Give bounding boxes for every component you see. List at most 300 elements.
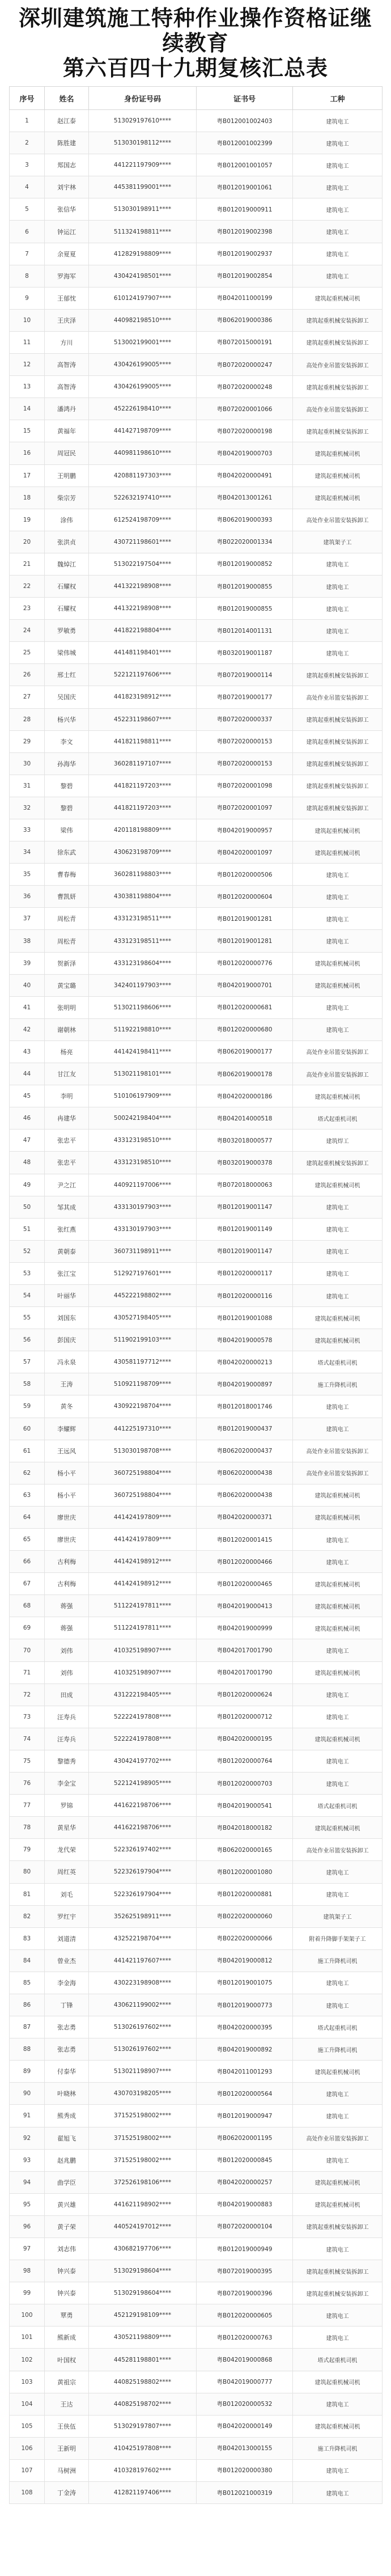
table-row xyxy=(10,2193,382,2215)
cell-work-type: 建筑电工 xyxy=(293,1551,382,1573)
table-row xyxy=(10,2437,382,2459)
cell-no: 102 xyxy=(10,2349,45,2371)
cell-work-type: 建筑起重机械司机 xyxy=(293,2415,382,2437)
cell-cert-number: 粤B012019000855 xyxy=(197,575,293,597)
cell-cert-number: 粤B062019000386 xyxy=(197,309,293,331)
cell-name: 叶丽华 xyxy=(45,1284,89,1306)
cell-no: 85 xyxy=(10,1972,45,1994)
table-row xyxy=(10,2304,382,2327)
cell-no: 71 xyxy=(10,1661,45,1684)
cell-no: 94 xyxy=(10,2171,45,2193)
cell-no: 16 xyxy=(10,442,45,464)
cell-name: 王明鹏 xyxy=(45,464,89,487)
cell-work-type: 建筑起重机械司机 xyxy=(293,1329,382,1351)
header-type: 工种 xyxy=(293,87,382,110)
cell-no: 20 xyxy=(10,531,45,553)
table-row xyxy=(10,2371,382,2393)
cell-id-number: 430581197712**** xyxy=(89,1351,197,1373)
table-row xyxy=(10,1573,382,1595)
cell-work-type: 建筑电工 xyxy=(293,1018,382,1040)
cell-cert-number: 粤B042013001261 xyxy=(197,487,293,509)
cell-id-number: 513029198604**** xyxy=(89,2260,197,2282)
table-row xyxy=(10,841,382,864)
table-row xyxy=(10,1440,382,1462)
cell-cert-number: 粤B012019000437 xyxy=(197,1418,293,1440)
cell-name: 石耀权 xyxy=(45,598,89,620)
cell-id-number: 522121197606**** xyxy=(89,664,197,686)
cell-no: 4 xyxy=(10,176,45,198)
cell-no: 72 xyxy=(10,1684,45,1706)
table-row xyxy=(10,2149,382,2171)
cell-work-type: 高处作业吊篮安装拆卸工 xyxy=(293,1040,382,1063)
cell-cert-number: 粤B022020001334 xyxy=(197,531,293,553)
cell-no: 86 xyxy=(10,1994,45,2016)
cell-work-type: 建筑电工 xyxy=(293,2083,382,2105)
cell-name: 孙海华 xyxy=(45,752,89,775)
cell-id-number: 452129198109**** xyxy=(89,2304,197,2327)
cell-no: 53 xyxy=(10,1262,45,1284)
cell-work-type: 建筑电工 xyxy=(293,265,382,287)
cell-id-number: 510106197909**** xyxy=(89,1085,197,1107)
cell-name: 方川 xyxy=(45,331,89,353)
cell-work-type: 建筑电工 xyxy=(293,1750,382,1772)
table-row xyxy=(10,1418,382,1440)
cell-name: 贺新泽 xyxy=(45,952,89,974)
cell-id-number: 420881197303**** xyxy=(89,464,197,487)
table-row xyxy=(10,2215,382,2237)
cell-no: 6 xyxy=(10,221,45,243)
cell-id-number: 610124197907**** xyxy=(89,287,197,309)
cell-work-type: 建筑电工 xyxy=(293,154,382,176)
cell-cert-number: 粤B012019002854 xyxy=(197,265,293,287)
table-row xyxy=(10,1018,382,1040)
cell-name: 梁伟 xyxy=(45,819,89,841)
cell-id-number: 430521198809**** xyxy=(89,2327,197,2349)
table-row xyxy=(10,908,382,930)
table-row xyxy=(10,1529,382,1551)
table-row xyxy=(10,2083,382,2105)
table-row xyxy=(10,2327,382,2349)
cell-name: 古利梅 xyxy=(45,1551,89,1573)
cell-work-type: 建筑起重机械司机 xyxy=(293,2061,382,2083)
cell-name: 梁伟城 xyxy=(45,642,89,664)
cell-cert-number: 粤B012018001746 xyxy=(197,1395,293,1418)
cell-work-type: 建筑起重机械司机 xyxy=(293,952,382,974)
table-row xyxy=(10,730,382,752)
cell-name: 魏焯江 xyxy=(45,553,89,575)
cell-cert-number: 粤B062020000437 xyxy=(197,1440,293,1462)
cell-id-number: 412821197406**** xyxy=(89,2482,197,2504)
cell-no: 77 xyxy=(10,1795,45,1817)
cell-work-type: 建筑起重机械安装拆卸工 xyxy=(293,309,382,331)
cell-no: 66 xyxy=(10,1551,45,1573)
cell-name: 蒋强 xyxy=(45,1595,89,1617)
cell-id-number: 441322198908**** xyxy=(89,575,197,597)
cell-name: 李耀辉 xyxy=(45,1418,89,1440)
cell-name: 熊新成 xyxy=(45,2327,89,2349)
table-row xyxy=(10,2415,382,2437)
cell-no: 78 xyxy=(10,1817,45,1839)
cell-cert-number: 粤B012019002398 xyxy=(197,221,293,243)
cell-cert-number: 粤B042019000541 xyxy=(197,1795,293,1817)
cell-name: 丁锋 xyxy=(45,1994,89,2016)
table-row xyxy=(10,1196,382,1218)
cell-work-type: 建筑电工 xyxy=(293,2238,382,2260)
cell-name: 邢士红 xyxy=(45,664,89,686)
cell-work-type: 建筑起重机械司机 xyxy=(293,1573,382,1595)
cell-no: 5 xyxy=(10,198,45,221)
cell-name: 黄福年 xyxy=(45,420,89,442)
cell-cert-number: 粤B042020000371 xyxy=(197,1506,293,1528)
cell-cert-number: 粤B012020000703 xyxy=(197,1773,293,1795)
cell-no: 92 xyxy=(10,2127,45,2149)
cell-id-number: 513029198604**** xyxy=(89,2282,197,2304)
cell-work-type: 建筑起重机械司机 xyxy=(293,974,382,996)
table-row xyxy=(10,2016,382,2038)
cell-name: 马树洲 xyxy=(45,2459,89,2481)
cell-no: 79 xyxy=(10,1839,45,1861)
cell-work-type: 建筑起重机械安装拆卸工 xyxy=(293,2215,382,2237)
cell-cert-number: 粤B062019000177 xyxy=(197,1040,293,1063)
cell-work-type: 施工升降机司机 xyxy=(293,1373,382,1395)
cell-no: 43 xyxy=(10,1040,45,1063)
cell-no: 68 xyxy=(10,1595,45,1617)
cell-work-type: 建筑电工 xyxy=(293,575,382,597)
cell-work-type: 建筑起重机械司机 xyxy=(293,2371,382,2393)
table-row xyxy=(10,487,382,509)
cell-no: 58 xyxy=(10,1373,45,1395)
cell-no: 62 xyxy=(10,1462,45,1484)
table-row xyxy=(10,1883,382,1905)
cell-work-type: 建筑起重机械司机 xyxy=(293,2171,382,2193)
cell-work-type: 高处作业吊篮安装拆卸工 xyxy=(293,509,382,531)
cell-no: 56 xyxy=(10,1329,45,1351)
cell-cert-number: 粤B072015000191 xyxy=(197,331,293,353)
cell-work-type: 建筑电工 xyxy=(293,1861,382,1883)
cell-cert-number: 粤B072020000248 xyxy=(197,376,293,398)
cell-id-number: 513002199001**** xyxy=(89,331,197,353)
cell-no: 24 xyxy=(10,620,45,642)
cell-id-number: 352625198911**** xyxy=(89,1905,197,1927)
table-row xyxy=(10,1284,382,1306)
cell-id-number: 440921197006**** xyxy=(89,1174,197,1196)
cell-name: 丁金涛 xyxy=(45,2482,89,2504)
cell-cert-number: 粤B042020000186 xyxy=(197,1085,293,1107)
cell-cert-number: 粤B042019000897 xyxy=(197,1373,293,1395)
table-row xyxy=(10,154,382,176)
cell-cert-number: 粤B012020000845 xyxy=(197,2149,293,2171)
cell-id-number: 371525198002**** xyxy=(89,2149,197,2171)
cell-cert-number: 粤B012001002399 xyxy=(197,132,293,154)
cell-cert-number: 粤B072020000198 xyxy=(197,420,293,442)
cell-id-number: 430527198405**** xyxy=(89,1307,197,1329)
cell-work-type: 建筑起重机械司机 xyxy=(293,1728,382,1750)
cell-cert-number: 粤B072020001066 xyxy=(197,398,293,420)
cell-cert-number: 粤B042020001097 xyxy=(197,841,293,864)
cell-cert-number: 粤B012014001131 xyxy=(197,620,293,642)
cell-name: 蒋强 xyxy=(45,1617,89,1639)
cell-work-type: 建筑起重机械司机 xyxy=(293,1617,382,1639)
cell-id-number: 410325198907**** xyxy=(89,1639,197,1661)
table-row xyxy=(10,2127,382,2149)
cell-work-type: 建筑电工 xyxy=(293,1196,382,1218)
cell-work-type: 建筑电工 xyxy=(293,642,382,664)
cell-id-number: 433123198511**** xyxy=(89,908,197,930)
cell-cert-number: 粤B042017001790 xyxy=(197,1639,293,1661)
cell-no: 38 xyxy=(10,930,45,952)
cell-no: 21 xyxy=(10,553,45,575)
cell-name: 翟旭飞 xyxy=(45,2127,89,2149)
cell-id-number: 433123198511**** xyxy=(89,930,197,952)
cell-id-number: 511224197811**** xyxy=(89,1595,197,1617)
cell-cert-number: 粤B072020001097 xyxy=(197,797,293,819)
header-name: 姓名 xyxy=(45,87,89,110)
cell-no: 52 xyxy=(10,1240,45,1262)
table-row xyxy=(10,442,382,464)
cell-cert-number: 粤B012019000855 xyxy=(197,598,293,620)
table-row xyxy=(10,1130,382,1152)
cell-id-number: 432522198704**** xyxy=(89,1927,197,1949)
cell-no: 97 xyxy=(10,2238,45,2260)
cell-work-type: 建筑起重机械司机 xyxy=(293,1307,382,1329)
cell-name: 张洪贞 xyxy=(45,531,89,553)
cell-work-type: 施工升降机司机 xyxy=(293,1949,382,1972)
cell-id-number: 412829198809**** xyxy=(89,243,197,265)
cell-work-type: 建筑电工 xyxy=(293,221,382,243)
cell-name: 罗锦 xyxy=(45,1795,89,1817)
cell-name: 彭国庆 xyxy=(45,1329,89,1351)
cell-id-number: 522224197808**** xyxy=(89,1706,197,1728)
cell-cert-number: 粤B042019000578 xyxy=(197,1329,293,1351)
table-row xyxy=(10,2349,382,2371)
table-row xyxy=(10,198,382,221)
cell-no: 108 xyxy=(10,2482,45,2504)
cell-name: 罗海军 xyxy=(45,265,89,287)
cell-no: 28 xyxy=(10,708,45,730)
table-row xyxy=(10,575,382,597)
cell-name: 黎碧 xyxy=(45,797,89,819)
cell-work-type: 建筑起重机械安装拆卸工 xyxy=(293,1152,382,1174)
cell-no: 60 xyxy=(10,1418,45,1440)
table-row xyxy=(10,1307,382,1329)
cell-id-number: 522124198905**** xyxy=(89,1773,197,1795)
cell-name: 徐东武 xyxy=(45,841,89,864)
cell-name: 王新明 xyxy=(45,2437,89,2459)
cell-id-number: 441622198706**** xyxy=(89,1817,197,1839)
cell-work-type: 建筑起重机械司机 xyxy=(293,1817,382,1839)
table-row xyxy=(10,1040,382,1063)
cell-work-type: 建筑起重机械安装拆卸工 xyxy=(293,2260,382,2282)
cell-cert-number: 粤B032018000577 xyxy=(197,1130,293,1152)
cell-id-number: 441424198912**** xyxy=(89,1573,197,1595)
cell-work-type: 建筑起重机械司机 xyxy=(293,1506,382,1528)
cell-no: 59 xyxy=(10,1395,45,1418)
cell-cert-number: 粤B012019001088 xyxy=(197,1307,293,1329)
cell-no: 47 xyxy=(10,1130,45,1152)
cell-name: 刘志伟 xyxy=(45,2238,89,2260)
cell-cert-number: 粤B012019001075 xyxy=(197,1972,293,1994)
cell-cert-number: 粤B012020001415 xyxy=(197,1529,293,1551)
cell-id-number: 522326197904**** xyxy=(89,1861,197,1883)
cell-name: 汪寿兵 xyxy=(45,1706,89,1728)
cell-name: 张忠平 xyxy=(45,1130,89,1152)
cell-work-type: 建筑起重机械司机 xyxy=(293,1661,382,1684)
cell-no: 18 xyxy=(10,487,45,509)
cell-name: 周松青 xyxy=(45,908,89,930)
header-cert: 证书号 xyxy=(197,87,293,110)
cell-name: 叶晓林 xyxy=(45,2083,89,2105)
cell-cert-number: 粤B012019000773 xyxy=(197,1994,293,2016)
cell-work-type: 塔式起重机司机 xyxy=(293,2016,382,2038)
cell-cert-number: 粤B012020001080 xyxy=(197,1861,293,1883)
cell-name: 杨兴华 xyxy=(45,708,89,730)
cell-name: 刘伟 xyxy=(45,1661,89,1684)
cell-name: 郑国志 xyxy=(45,154,89,176)
cell-work-type: 高处作业吊篮安装拆卸工 xyxy=(293,1440,382,1462)
cell-cert-number: 粤B072020000153 xyxy=(197,752,293,775)
cell-name: 王达 xyxy=(45,2393,89,2415)
cell-work-type: 建筑电工 xyxy=(293,2327,382,2349)
cell-id-number: 513026197602**** xyxy=(89,2016,197,2038)
cell-id-number: 441424197809**** xyxy=(89,1506,197,1528)
cell-name: 刘毛 xyxy=(45,1883,89,1905)
cell-name: 张红燕 xyxy=(45,1218,89,1240)
table-row xyxy=(10,797,382,819)
cell-id-number: 500242198404**** xyxy=(89,1107,197,1130)
cell-id-number: 441823198912**** xyxy=(89,686,197,708)
cell-cert-number: 粤B072020001098 xyxy=(197,775,293,797)
cell-name: 李金宝 xyxy=(45,1773,89,1795)
table-row xyxy=(10,2260,382,2282)
cell-no: 55 xyxy=(10,1307,45,1329)
cell-name: 李文 xyxy=(45,730,89,752)
cell-cert-number: 粤B062019000178 xyxy=(197,1063,293,1085)
cell-id-number: 410325198907**** xyxy=(89,1661,197,1684)
cell-no: 2 xyxy=(10,132,45,154)
cell-id-number: 513029197610**** xyxy=(89,110,197,132)
cell-work-type: 建筑起重机械司机 xyxy=(293,1085,382,1107)
cell-name: 陈胜建 xyxy=(45,132,89,154)
cell-work-type: 塔式起重机司机 xyxy=(293,1107,382,1130)
table-row xyxy=(10,708,382,730)
cell-cert-number: 粤B012020000117 xyxy=(197,1262,293,1284)
cell-id-number: 452231198607**** xyxy=(89,708,197,730)
cell-work-type: 建筑起重机械司机 xyxy=(293,1174,382,1196)
page-title xyxy=(9,3,382,81)
cell-no: 82 xyxy=(10,1905,45,1927)
cell-work-type: 建筑电工 xyxy=(293,598,382,620)
table-row xyxy=(10,1395,382,1418)
cell-id-number: 441424198912**** xyxy=(89,1551,197,1573)
cell-cert-number: 粤B012019001147 xyxy=(197,1196,293,1218)
cell-work-type: 建筑电工 xyxy=(293,1284,382,1306)
cell-work-type: 建筑焊工 xyxy=(293,1130,382,1152)
cell-id-number: 441481198401**** xyxy=(89,642,197,664)
table-row xyxy=(10,1174,382,1196)
table-row xyxy=(10,864,382,886)
cell-cert-number: 粤B012019001149 xyxy=(197,1218,293,1240)
cell-no: 83 xyxy=(10,1927,45,1949)
cell-cert-number: 粤B042020000195 xyxy=(197,1728,293,1750)
cell-name: 黄祖宗 xyxy=(45,2371,89,2393)
cell-id-number: 441622198706**** xyxy=(89,1795,197,1817)
cell-cert-number: 粤B042014000518 xyxy=(197,1107,293,1130)
cell-no: 105 xyxy=(10,2415,45,2437)
cell-work-type: 施工升降机司机 xyxy=(293,2038,382,2061)
cell-name: 吴国庆 xyxy=(45,686,89,708)
table-row xyxy=(10,1152,382,1174)
table-row xyxy=(10,1817,382,1839)
table-row xyxy=(10,287,382,309)
cell-name: 龙代荣 xyxy=(45,1839,89,1861)
table-row xyxy=(10,2038,382,2061)
cell-work-type: 建筑架子工 xyxy=(293,1905,382,1927)
cell-name: 黎德秀 xyxy=(45,1750,89,1772)
cell-work-type: 建筑电工 xyxy=(293,1994,382,2016)
cell-cert-number: 粤B012020000680 xyxy=(197,1018,293,1040)
table-row xyxy=(10,752,382,775)
cell-cert-number: 粤B042013000155 xyxy=(197,2437,293,2459)
table-row xyxy=(10,2238,382,2260)
table-body xyxy=(10,110,382,2504)
cell-no: 17 xyxy=(10,464,45,487)
table-row xyxy=(10,243,382,265)
cell-work-type: 建筑起重机械安装拆卸工 xyxy=(293,730,382,752)
cell-id-number: 371525198002**** xyxy=(89,2105,197,2127)
cell-id-number: 410328197602**** xyxy=(89,2459,197,2481)
cell-name: 杨小平 xyxy=(45,1484,89,1506)
table-row xyxy=(10,2061,382,2083)
cell-work-type: 建筑起重机械安装拆卸工 xyxy=(293,376,382,398)
cell-name: 曲学臣 xyxy=(45,2171,89,2193)
cell-name: 石耀权 xyxy=(45,575,89,597)
cell-cert-number: 粤B072019000396 xyxy=(197,2282,293,2304)
cell-no: 51 xyxy=(10,1218,45,1240)
cell-name: 甘江友 xyxy=(45,1063,89,1085)
cell-name: 王远风 xyxy=(45,1440,89,1462)
table-row xyxy=(10,1218,382,1240)
cell-id-number: 513030198708**** xyxy=(89,1440,197,1462)
cell-cert-number: 粤B042019000812 xyxy=(197,1949,293,1972)
cell-id-number: 441221197909**** xyxy=(89,154,197,176)
cell-no: 61 xyxy=(10,1440,45,1462)
cell-no: 3 xyxy=(10,154,45,176)
cell-cert-number: 粤B012020000466 xyxy=(197,1551,293,1573)
table-row xyxy=(10,1484,382,1506)
cell-no: 91 xyxy=(10,2105,45,2127)
cell-no: 81 xyxy=(10,1883,45,1905)
table-row xyxy=(10,642,382,664)
title-line-2: 第六百四十九期复核汇总表 xyxy=(62,55,328,81)
cell-name: 高智涛 xyxy=(45,354,89,376)
cell-no: 35 xyxy=(10,864,45,886)
table-row xyxy=(10,1661,382,1684)
table-row xyxy=(10,1994,382,2016)
table-row xyxy=(10,398,382,420)
cell-no: 96 xyxy=(10,2215,45,2237)
cell-name: 刘伟 xyxy=(45,1639,89,1661)
cell-name: 李金海 xyxy=(45,1972,89,1994)
table-row xyxy=(10,1551,382,1573)
cell-name: 曹春梅 xyxy=(45,864,89,886)
cell-name: 杨小平 xyxy=(45,1462,89,1484)
cell-work-type: 施工升降机司机 xyxy=(293,2437,382,2459)
cell-id-number: 511922198810**** xyxy=(89,1018,197,1040)
cell-work-type: 高处作业吊篮安装拆卸工 xyxy=(293,686,382,708)
cell-name: 冉建华 xyxy=(45,1107,89,1130)
table-row xyxy=(10,110,382,132)
cell-id-number: 445222198802**** xyxy=(89,1284,197,1306)
